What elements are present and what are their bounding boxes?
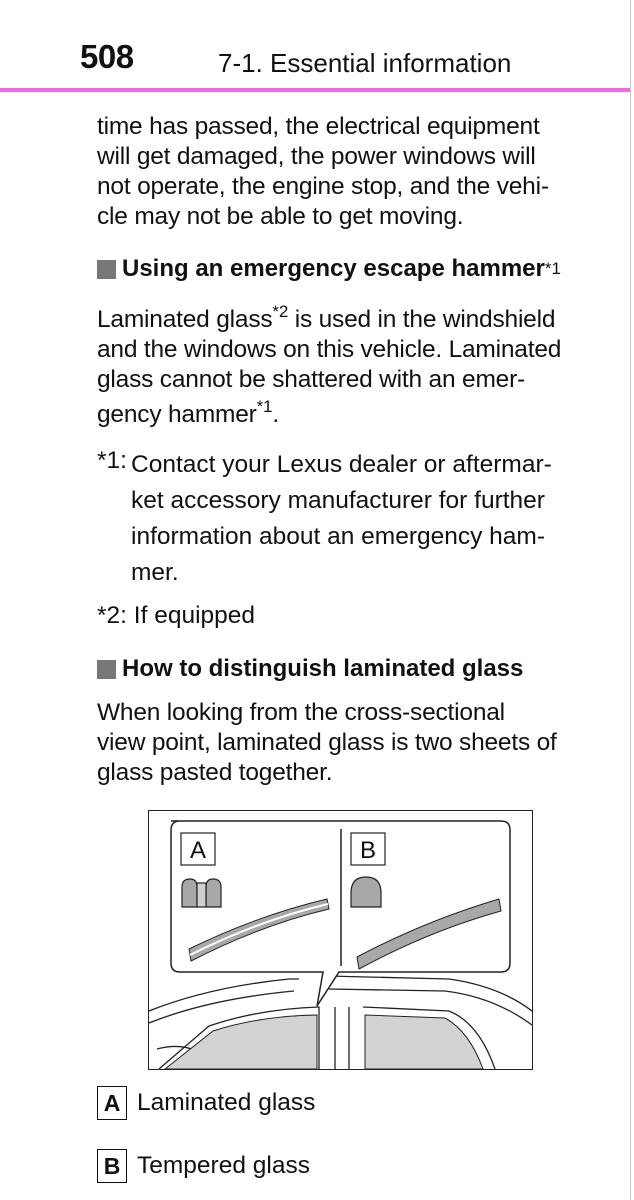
glass-illustration bbox=[148, 810, 533, 1070]
legend-key-b: B bbox=[97, 1149, 127, 1183]
car-windows bbox=[165, 1015, 483, 1069]
page-edge-rule bbox=[630, 0, 631, 1200]
legend-label-a: Laminated glass bbox=[137, 1089, 316, 1116]
footnote-1-text: Contact your Lexus dealer or aftermar- ket accessory manufacturer for further information about an emergency ham- mer. bbox=[131, 451, 552, 586]
label-b-text: B bbox=[359, 837, 377, 864]
heading-laminated-glass: How to distinguish laminated glass bbox=[97, 655, 523, 683]
heading-square-icon bbox=[97, 260, 116, 279]
page-number: 508 bbox=[80, 38, 134, 75]
tempered-cross-section-icon bbox=[351, 877, 381, 907]
footnote-2 bbox=[97, 602, 255, 630]
hammer-paragraph: Laminated glass$^{*2}$ is used in the windshield and the windows on this vehicle. Laminated glass cannot be shattered with an emer- gency hammer$^{*1}$. bbox=[97, 302, 562, 428]
heading-square-icon bbox=[97, 660, 116, 679]
label-a-text: A bbox=[189, 837, 207, 864]
glass-paragraph: When looking from the cross-sectional view point, laminated glass is two sheets of glass pasted together. bbox=[97, 699, 557, 786]
legend-key-a: A bbox=[97, 1086, 127, 1120]
page-header bbox=[0, 0, 630, 92]
intro-paragraph: time has passed, the electrical equipment will get damaged, the power windows will not operate, the engine stop, and the vehi- cle may not be able to get moving. bbox=[97, 113, 549, 230]
glass-illustration-drawing bbox=[149, 811, 532, 1069]
footnote-2-text: If equipped bbox=[126, 602, 256, 629]
laminated-cross-section-icon bbox=[182, 879, 221, 907]
heading-emergency-hammer: Using an emergency escape hammer *1 bbox=[97, 255, 561, 283]
header-divider bbox=[0, 88, 630, 92]
section-title: 7-1. Essential information bbox=[218, 48, 512, 78]
footnote-2-marker: *2: bbox=[97, 602, 127, 629]
legend-label-b: Tempered glass bbox=[137, 1152, 310, 1179]
legend-item-laminated bbox=[97, 1086, 315, 1120]
legend-item-tempered bbox=[97, 1149, 310, 1183]
footnote-1-marker: *1: bbox=[97, 447, 127, 474]
